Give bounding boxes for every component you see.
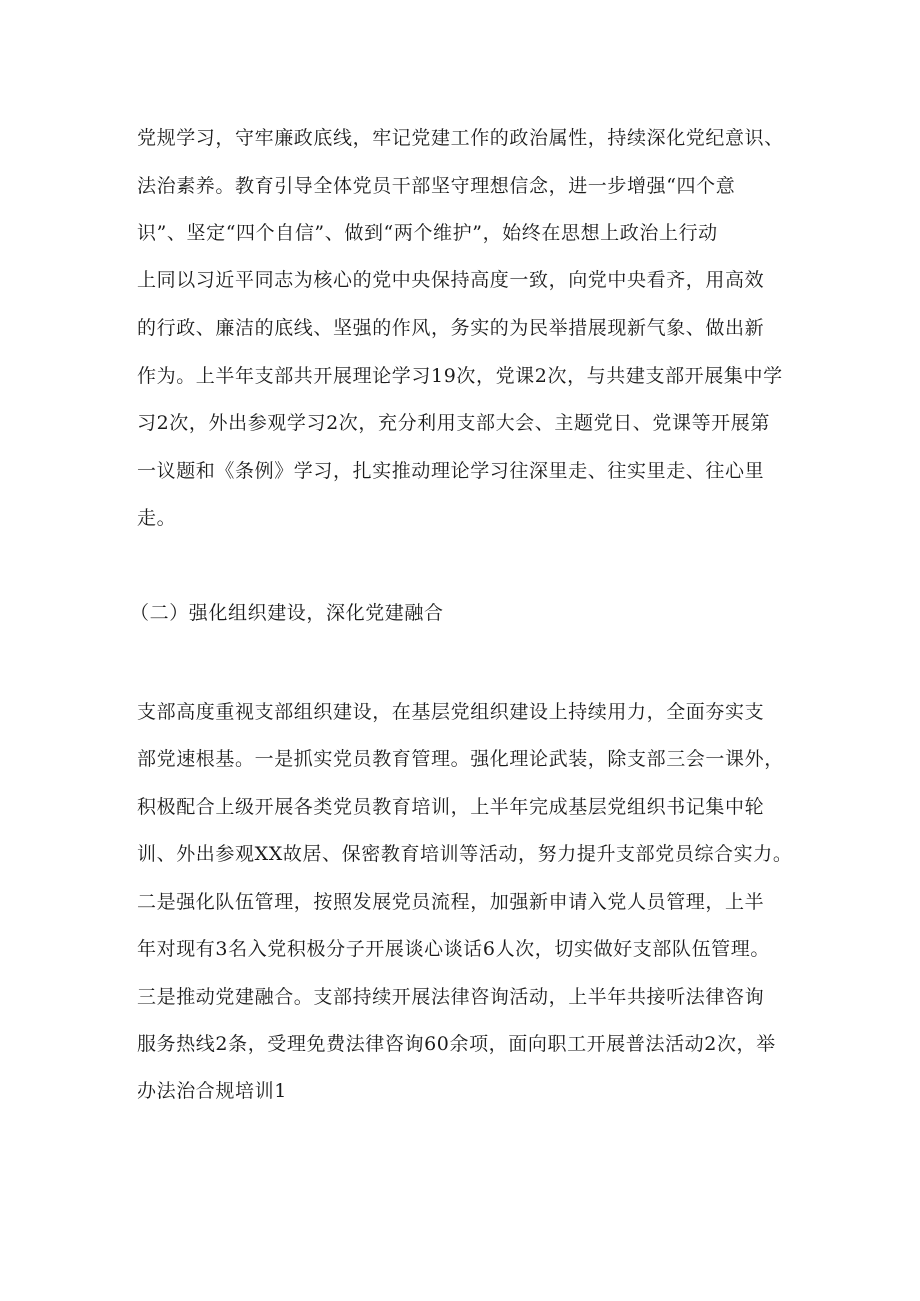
- paragraph-2-line-3: 积极配合上级开展各类党员教育培训，上半年完成基层党组织书记集中轮: [137, 796, 765, 818]
- paragraph-1-line-6: 作为。上半年支部共开展理论学习19次，党课2次，与共建支部开展集中学: [137, 365, 783, 387]
- paragraph-1-line-4: 上同以习近平同志为核心的党中央保持高度一致，向党中央看齐，用高效: [137, 269, 765, 291]
- paragraph-1-line-3: 识”、坚定“四个自信”、做到“两个维护”，始终在思想上政治上行动: [137, 222, 718, 244]
- paragraph-1-line-7: 习2次，外出参观学习2次，充分利用支部大会、主题党日、党课等开展第: [137, 412, 770, 434]
- paragraph-1-line-8: 一议题和《条例》学习，扎实推动理论学习往深里走、往实里走、往心里: [137, 460, 765, 482]
- paragraph-2-line-9: 办法治合规培训1: [137, 1080, 287, 1102]
- paragraph-2-line-8: 服务热线2条，受理免费法律咨询60余项，面向职工开展普法活动2次，举: [137, 1033, 776, 1055]
- paragraph-2-line-5: 二是强化队伍管理，按照发展党员流程，加强新申请入党人员管理，上半: [137, 891, 765, 913]
- paragraph-2-line-1: 支部高度重视支部组织建设，在基层党组织建设上持续用力，全面夯实支: [137, 701, 765, 723]
- section-heading: （二）强化组织建设，深化党建融合: [130, 602, 444, 624]
- paragraph-2-line-4: 训、外出参观XX故居、保密教育培训等活动，努力提升支部党员综合实力。: [137, 843, 793, 865]
- paragraph-1-line-2: 法治素养。教育引导全体党员干部坚守理想信念，进一步增强“四个意: [137, 175, 736, 197]
- paragraph-1-line-9: 走。: [137, 507, 177, 529]
- paragraph-2-line-2: 部党速根基。一是抓实党员教育管理。强化理论武装，除支部三会一课外，: [137, 748, 784, 770]
- paragraph-1-line-1: 党规学习，守牢廉政底线，牢记党建工作的政治属性，持续深化党纪意识、: [137, 127, 784, 149]
- paragraph-2-line-7: 三是推动党建融合。支部持续开展法律咨询活动，上半年共接听法律咨询: [137, 986, 765, 1008]
- paragraph-1-line-5: 的行政、廉洁的底线、坚强的作风，务实的为民举措展现新气象、做出新: [137, 317, 765, 339]
- paragraph-2-line-6: 年对现有3名入党积极分子开展谈心谈话6人次，切实做好支部队伍管理。: [137, 938, 770, 960]
